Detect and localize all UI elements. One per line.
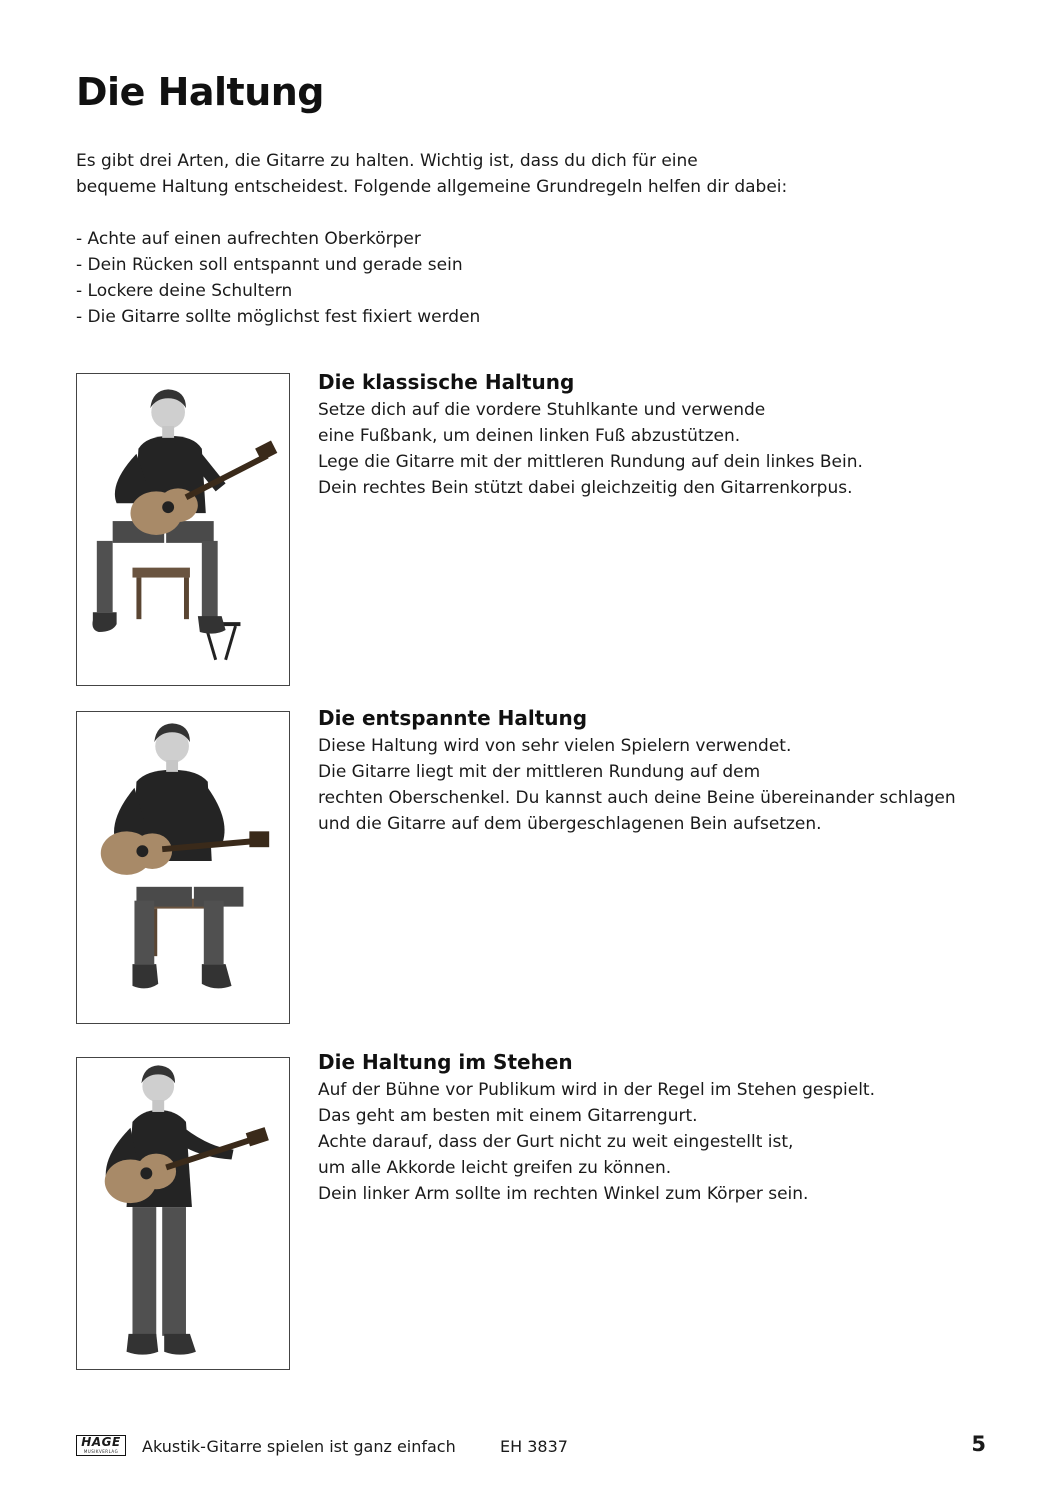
section-heading: Die entspannte Haltung (318, 706, 588, 730)
photo-classical-posture (76, 373, 290, 686)
section-line: um alle Akkorde leicht greifen zu können. (318, 1158, 672, 1178)
section-line: Setze dich auf die vordere Stuhlkante und verwende (318, 400, 766, 420)
publisher-logo (76, 1435, 126, 1456)
section-relaxed (318, 706, 998, 837)
section-line: Lege die Gitarre mit der mittleren Rundung auf dein linkes Bein. (318, 452, 863, 472)
section-line: Dein linker Arm sollte im rechten Winkel zum Körper sein. (318, 1184, 809, 1204)
photo-relaxed-posture (76, 711, 290, 1024)
section-line: Dein rechtes Bein stützt dabei gleichzeitig den Gitarrenkorpus. (318, 478, 853, 498)
page-title: Die Haltung (76, 70, 325, 114)
section-heading: Die Haltung im Stehen (318, 1050, 573, 1074)
section-line: eine Fußbank, um deinen linken Fuß abzustützen. (318, 426, 741, 446)
logo-text: HAGE (81, 1435, 121, 1449)
section-line: Achte darauf, dass der Gurt nicht zu weit eingestellt ist, (318, 1132, 794, 1152)
photo-standing-posture (76, 1057, 290, 1370)
seated-guitarist-relaxed-icon (77, 712, 289, 1023)
book-title: Akustik-Gitarre spielen ist ganz einfach (142, 1437, 456, 1456)
section-line: Diese Haltung wird von sehr vielen Spielern verwendet. (318, 736, 792, 756)
section-line: Das geht am besten mit einem Gitarrengurt. (318, 1106, 698, 1126)
intro-line: Es gibt drei Arten, die Gitarre zu halten. Wichtig ist, dass du dich für eine (76, 151, 698, 171)
section-heading: Die klassische Haltung (318, 370, 575, 394)
rule-item: - Lockere deine Schultern (76, 281, 293, 301)
section-line: rechten Oberschenkel. Du kannst auch deine Beine übereinander schlagen (318, 788, 956, 808)
intro-text (76, 148, 976, 330)
page-footer (76, 1432, 986, 1462)
rule-item: - Achte auf einen aufrechten Oberkörper (76, 229, 421, 249)
page-number: 5 (971, 1432, 986, 1456)
seated-guitarist-with-footstool-icon (77, 374, 289, 685)
section-line: Auf der Bühne vor Publikum wird in der Regel im Stehen gespielt. (318, 1080, 875, 1100)
section-standing (318, 1050, 998, 1207)
section-line: Die Gitarre liegt mit der mittleren Rundung auf dem (318, 762, 761, 782)
section-line: und die Gitarre auf dem übergeschlagenen Bein aufsetzen. (318, 814, 822, 834)
edition-code: EH 3837 (500, 1437, 568, 1456)
rules-list (76, 226, 976, 330)
section-classical (318, 370, 998, 501)
standing-guitarist-icon (77, 1058, 289, 1369)
rule-item: - Dein Rücken soll entspannt und gerade sein (76, 255, 463, 275)
logo-subtext: MUSIKVERLAG (83, 1449, 119, 1454)
intro-line: bequeme Haltung entscheidest. Folgende allgemeine Grundregeln helfen dir dabei: (76, 177, 788, 197)
rule-item: - Die Gitarre sollte möglichst fest fixiert werden (76, 307, 481, 327)
